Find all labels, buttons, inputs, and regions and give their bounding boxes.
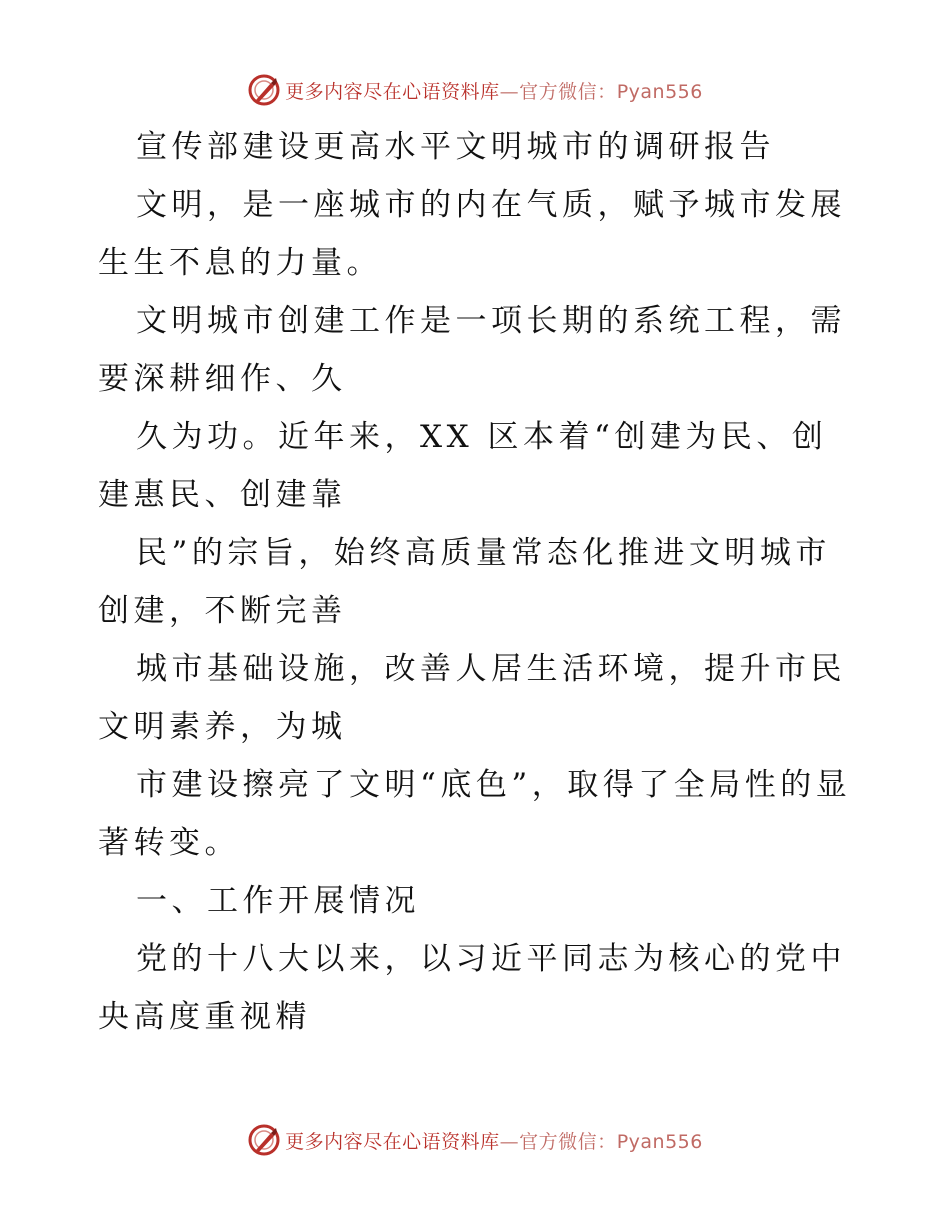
banner-wechat-id: Pyan556 <box>616 1130 703 1153</box>
banner-text <box>285 77 703 104</box>
paragraph-2: 文明城市创建工作是一项长期的系统工程，需要深耕细作、久 <box>98 303 846 397</box>
paragraph-3: 久为功。近年来，XX 区本着“创建为民、创建惠民、创建靠 <box>98 419 828 513</box>
banner-site-name: 更多内容尽在心语资料库 <box>285 1130 500 1153</box>
banner-site-name: 更多内容尽在心语资料库 <box>285 80 500 103</box>
document-body <box>98 118 858 1046</box>
paragraph-4: 民”的宗旨，始终高质量常态化推进文明城市创建，不断完善 <box>98 535 831 629</box>
banner-wechat-label: 官方微信： <box>519 1130 617 1153</box>
paragraph-6: 市建设擦亮了文明“底色”，取得了全局性的显著转变。 <box>98 767 852 861</box>
document-title: 宣传部建设更高水平文明城市的调研报告 <box>136 129 775 165</box>
paragraph-7: 党的十八大以来，以习近平同志为核心的党中央高度重视精 <box>98 941 846 1035</box>
paragraph-1: 文明，是一座城市的内在气质，赋予城市发展生生不息的力量。 <box>98 187 846 281</box>
section-heading-1: 一、工作开展情况 <box>136 883 420 919</box>
banner-separator: — <box>499 80 520 103</box>
banner-wechat-id: Pyan556 <box>616 80 703 103</box>
paragraph-5: 城市基础设施，改善人居生活环境，提升市民文明素养，为城 <box>98 651 846 745</box>
quill-logo-icon <box>247 73 281 107</box>
footer-banner <box>0 1120 950 1160</box>
quill-logo-icon <box>247 1123 281 1157</box>
banner-wechat-label: 官方微信： <box>519 80 617 103</box>
banner-text <box>285 1127 703 1154</box>
banner-separator: — <box>499 1130 520 1153</box>
header-banner <box>0 70 950 110</box>
